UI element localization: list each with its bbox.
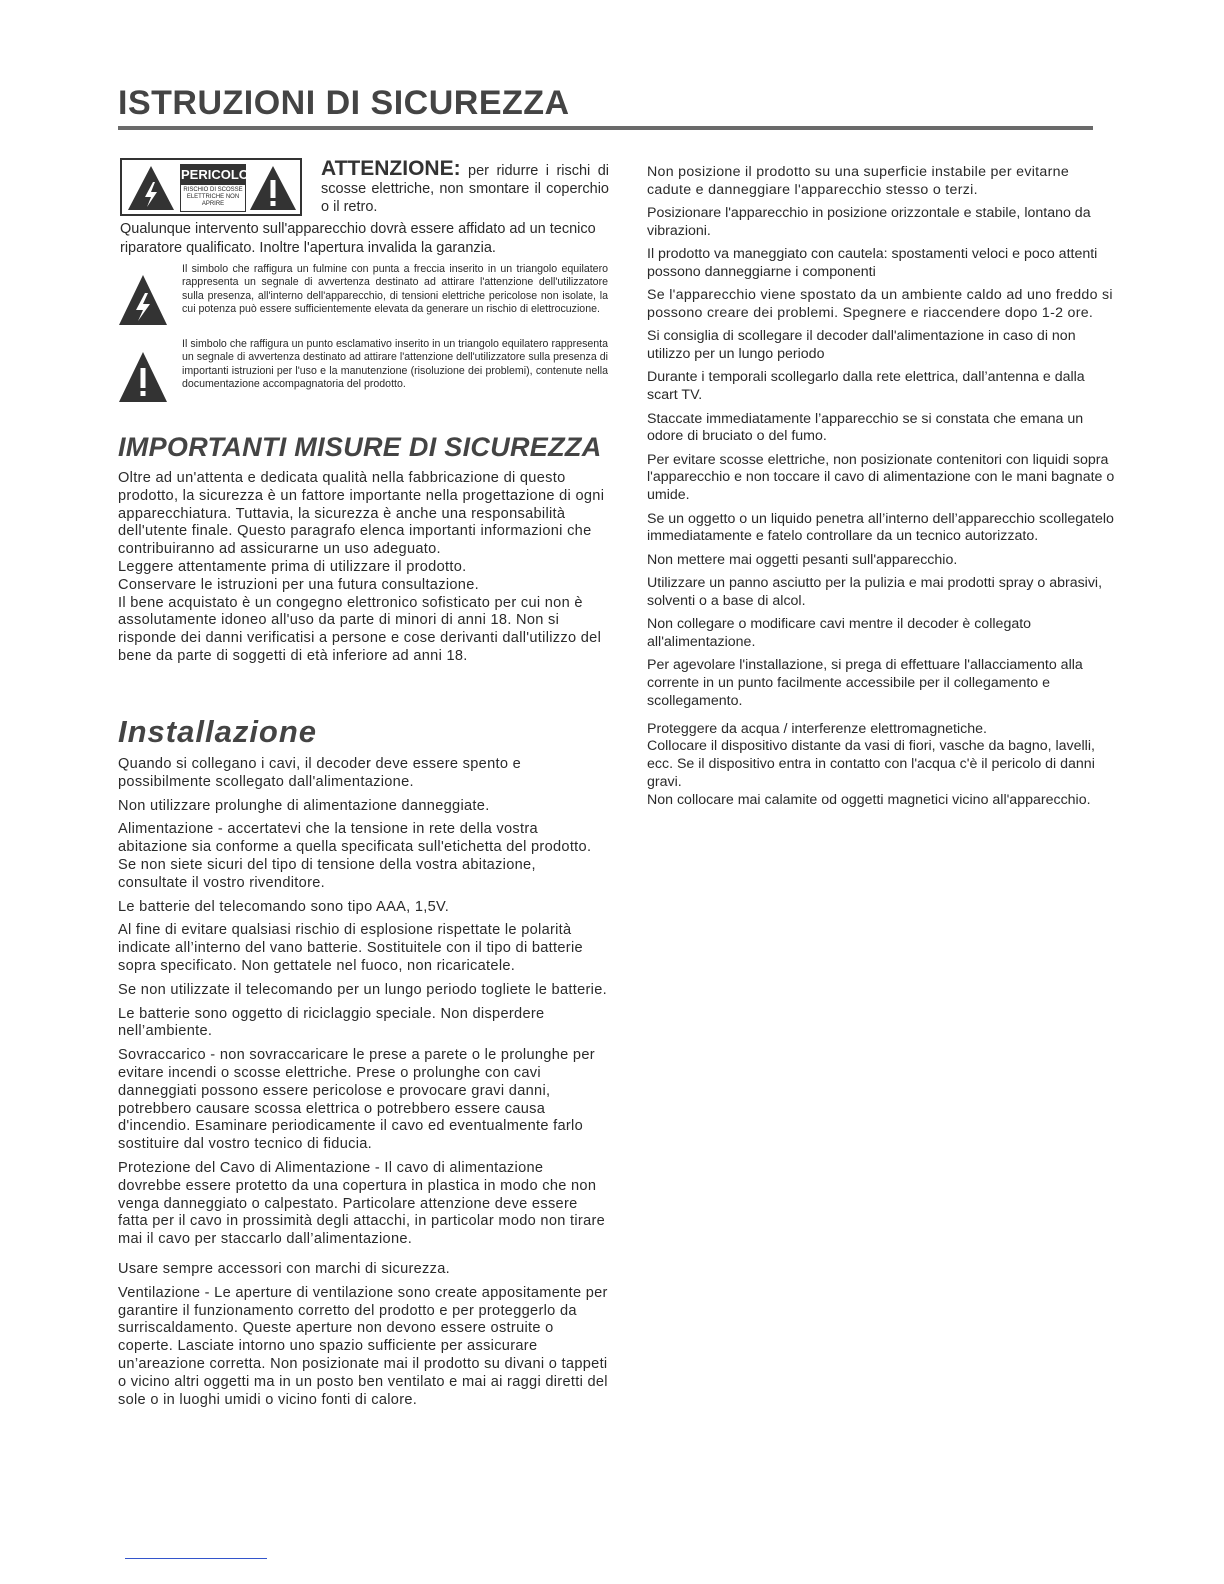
qualified-technician-note: Qualunque intervento sull'apparecchio dovrà essere affidato ad un tecnico riparatore qualificato. Inoltre l'apertura invalida la garanzia.: [120, 221, 596, 256]
safety-item: Non collegare o modificare cavi mentre il decoder è collegato all'alimentazione.: [647, 616, 1032, 650]
safety-item: Se un oggetto o un liquido penetra all’interno dell’apparecchio scollegatelo immediatamente e fatelo controllare da un tecnico autorizzato.: [647, 510, 1114, 545]
important-keep: Conservare le istruzioni per una futura consultazione.: [118, 576, 479, 593]
installation-paragraph: Le batterie del telecomando sono tipo AAA, 1,5V.: [118, 898, 450, 915]
safety-item: Per evitare scosse elettriche, non posizionate contenitori con liquidi sopra l'apparecchio e non toccare il cavo di alimentazione con le mani bagnate o umide.: [647, 451, 1115, 504]
important-minors: Il bene acquistato è un congegno elettronico sofisticato per cui non è assolutamente idoneo all'uso da parte di minori di anni 18. Non si risponde dei danni verificatisi a persone e cose derivanti dall'utilizzo del bene da parte di soggetti di età inferiore ad anni 18.: [118, 594, 602, 664]
lightning-symbol-text: Il simbolo che raffigura un fulmine con punta a freccia inserito in un triangolo equilatero rappresenta un segnale di avvertenza destinato ad attirare l'attenzione dell'utilizzatore sulla presenza, all'interno dell'apparecchio, di tensioni elettriche pericolose non isolate, la cui potenza può essere sufficientemente elevata da generare un rischio di elettrocuzione.: [182, 263, 608, 316]
installation-paragraph: Usare sempre accessori con marchi di sicurezza.: [118, 1260, 451, 1277]
lightning-triangle-icon: [118, 273, 168, 327]
lightning-symbol-explanation: [118, 263, 608, 333]
exclamation-symbol-text: Il simbolo che raffigura un punto esclamativo inserito in un triangolo equilatero rappresenta un segnale di avvertenza destinato ad attirare l'attenzione dell'utilizzatore sulla presenza di importanti istruzioni per l'uso e la manutenzione (risoluzione dei problemi), contenute nella documentazione accompagnatoria del prodotto.: [182, 338, 608, 391]
attention-text: per ridurre i rischi di scosse elettriche, non smontare il coperchio o il retro.: [321, 163, 609, 215]
important-read: Leggere attentamente prima di utilizzare il prodotto.: [118, 558, 467, 575]
important-heading: IMPORTANTI MISURE DI SICUREZZA: [118, 432, 602, 462]
installation-paragraph: Se non utilizzate il telecomando per un lungo periodo togliete le batterie.: [118, 981, 607, 998]
footer-line: [125, 1558, 267, 1559]
attention-title: ATTENZIONE:: [321, 157, 461, 180]
danger-label-plate: [180, 164, 249, 212]
safety-item: Utilizzare un panno asciutto per la pulizia e mai prodotti spray o abrasivi, solventi o a base di alcol.: [647, 574, 1103, 609]
safety-item: Se l'apparecchio viene spostato da un ambiente caldo ad uno freddo si possono creare dei problemi. Spegnere e riaccendere dopo 1-2 ore.: [647, 287, 1113, 322]
danger-label-subtitle: RISCHIO DI SCOSSE ELETTRICHE NON APRIRE: [183, 187, 243, 207]
installation-paragraph: Sovraccarico - non sovraccaricare le prese a parete o le prolunghe per evitare incendi o scosse elettriche. Prese o prolunghe con cavi danneggiati possono essere pericolose e provocare gravi danni, potrebbero causare scossa elettrica o potrebbero essere causa d'incendio. Esaminare periodicamente il cavo ed eventualmente farlo sostituire dal vostro tecnico di fiducia.: [118, 1047, 595, 1153]
right-column: [647, 164, 1117, 815]
important-intro: Oltre ad un'attenta e dedicata qualità nella fabbricazione di questo prodotto, la sicurezza è un fattore importante nella progettazione di ogni apparecchiatura. Tuttavia, la sicurezza è anche una responsabilità dell'utente finale. Questo paragrafo elenca importanti informazioni che contribuiranno ad assicurarne un uso adeguato.: [118, 470, 605, 558]
danger-label: [120, 158, 302, 216]
installation-paragraph: Al fine di evitare qualsiasi rischio di esplosione rispettate le polarità indicate all’interno del vano batterie. Sostituitele con il tipo di batterie sopra specificato. Non gettatele nel fuoco, non ricaricatele.: [118, 922, 583, 974]
attention-note: [321, 157, 609, 216]
installation-paragraph: Ventilazione - Le aperture di ventilazione sono create appositamente per garantire il funzionamento corretto del prodotto e per proteggerlo da surriscaldamento. Queste aperture non devono essere ostruite o coperte. Lasciate intorno uno spazio sufficiente per assicurare un’areazione corretta. Non posizionate mai il prodotto su divani o tappeti o vicino altri oggetti ma in un posto ben ventilato e mai ai raggi diretti del sole o in luoghi umidi o vicino fonti di calore.: [118, 1284, 608, 1408]
safety-item: Collocare il dispositivo distante da vasi di fiori, vasche da bagno, lavelli, ecc. Se il dispositivo entra in contatto con l'acqua c'è il pericolo di danni gravi.: [647, 738, 1095, 790]
safety-item: Posizionare l'apparecchio in posizione orizzontale e stabile, lontano da vibrazioni.: [647, 205, 1091, 239]
safety-item: Staccate immediatamente l’apparecchio se si constata che emana un odore di bruciato o del fumo.: [647, 410, 1084, 445]
safety-item: Si consiglia di scollegare il decoder dall'alimentazione in caso di non utilizzo per un lungo periodo: [647, 328, 1076, 363]
safety-item: Non mettere mai oggetti pesanti sull'apparecchio.: [647, 551, 958, 568]
safety-item: Non posizione il prodotto su una superficie instabile per evitarne cadute e danneggiare l'apparecchio stesso o terzi.: [647, 164, 1070, 198]
title-divider: [118, 126, 1093, 130]
installation-body: [118, 756, 608, 1415]
safety-item: Non collocare mai calamite od oggetti magnetici vicino all'apparecchio.: [647, 791, 1091, 808]
safety-item: Il prodotto va maneggiato con cautela: spostamenti veloci e poco attenti possono danneggiarne i componenti: [647, 246, 1098, 280]
installation-heading: Installazione: [118, 714, 318, 749]
safety-item: Per agevolare l'installazione, si prega di effettuare l'allacciamento alla corrente in un punto facilmente accessibile per il collegamento e scollegamento.: [647, 657, 1083, 709]
installation-paragraph: Quando si collegano i cavi, il decoder deve essere spento e possibilmente scollegato dall'alimentazione.: [118, 756, 522, 790]
danger-label-title: PERICOLO: [181, 165, 245, 185]
page-title: ISTRUZIONI DI SICUREZZA: [118, 84, 570, 122]
installation-paragraph: Le batterie sono oggetto di riciclaggio speciale. Non disperdere nell’ambiente.: [118, 1005, 545, 1040]
installation-paragraph: Protezione del Cavo di Alimentazione - Il cavo di alimentazione dovrebbe essere protetto da una copertura in plastica in modo che non venga danneggiato o calpestato. Particolare attenzione deve essere fatta per il cavo in prossimità degli attacchi, in particolar modo non tirare mai il cavo per staccarlo dall’alimentazione.: [118, 1159, 606, 1248]
exclamation-symbol-explanation: [118, 338, 608, 408]
installation-paragraph: Alimentazione - accertatevi che la tensione in rete della vostra abitazione sia conforme a quella specificata sull'etichetta del prodotto. Se non siete sicuri del tipo di tensione della vostra abitazione, consultate il vostro rivenditore.: [118, 821, 592, 891]
exclamation-warning-icon: [248, 164, 298, 212]
safety-item: Proteggere da acqua / interferenze elettromagnetiche.: [647, 720, 987, 737]
safety-item: Durante i temporali scollegarlo dalla rete elettrica, dall’antenna e dalla scart TV.: [647, 369, 1085, 404]
important-body: [118, 470, 608, 666]
exclamation-triangle-icon: [118, 350, 168, 404]
lightning-warning-icon: [126, 164, 176, 212]
installation-paragraph: Non utilizzare prolunghe di alimentazione danneggiate.: [118, 797, 490, 814]
